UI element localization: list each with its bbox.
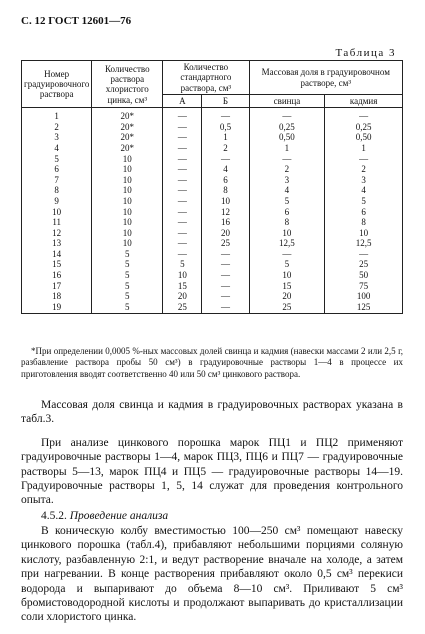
table-row [22, 239, 403, 250]
column-header-mass-fraction: Массовая доля в градуировочном растворе, см³ [249, 61, 402, 95]
cell-number: 15 [22, 260, 92, 271]
column-header-std-a: А [163, 95, 202, 108]
cell-volume: 10 [92, 186, 163, 197]
cell-cadmium: 50 [325, 270, 403, 281]
section-title: Проведение анализа [69, 509, 169, 522]
cell-volume: 10 [92, 207, 163, 218]
cell-std-b: — [202, 302, 249, 313]
cell-std-b: — [202, 249, 249, 260]
cell-lead: 1 [249, 143, 325, 154]
cell-number: 4 [22, 143, 92, 154]
cell-std-b: — [202, 291, 249, 302]
cell-std-b: — [202, 154, 249, 165]
cell-cadmium: 75 [325, 281, 403, 292]
cell-lead: 10 [249, 270, 325, 281]
cell-cadmium: 12,5 [325, 239, 403, 250]
table-row [22, 291, 403, 302]
cell-std-a: — [163, 217, 202, 228]
table-row [22, 228, 403, 239]
cell-number: 9 [22, 196, 92, 207]
column-header-cadmium: кадмия [325, 95, 403, 108]
cell-lead: 6 [249, 207, 325, 218]
cell-number: 8 [22, 186, 92, 197]
cell-lead: 12,5 [249, 239, 325, 250]
table-row [22, 196, 403, 207]
cell-volume: 10 [92, 217, 163, 228]
cell-std-b: — [202, 260, 249, 271]
cell-std-b: — [202, 281, 249, 292]
cell-std-a: — [163, 186, 202, 197]
cell-number: 10 [22, 207, 92, 218]
cell-std-a: — [163, 249, 202, 260]
cell-std-b: 20 [202, 228, 249, 239]
table-row [22, 270, 403, 281]
cell-volume: 10 [92, 164, 163, 175]
cell-cadmium: 4 [325, 186, 403, 197]
cell-number: 3 [22, 133, 92, 144]
table-row [22, 249, 403, 260]
table-row [22, 122, 403, 133]
cell-std-a: — [163, 108, 202, 122]
cell-std-b: 25 [202, 239, 249, 250]
cell-volume: 5 [92, 302, 163, 313]
table-row [22, 164, 403, 175]
cell-std-a: — [163, 154, 202, 165]
cell-std-a: — [163, 239, 202, 250]
cell-cadmium: 3 [325, 175, 403, 186]
page-header: С. 12 ГОСТ 12601—76 [21, 15, 132, 27]
cell-lead: — [249, 154, 325, 165]
cell-number: 11 [22, 217, 92, 228]
cell-number: 19 [22, 302, 92, 313]
cell-volume: 10 [92, 239, 163, 250]
table-row [22, 302, 403, 313]
cell-cadmium: 125 [325, 302, 403, 313]
section-number: 4.5.2. [41, 509, 70, 522]
calibration-table [21, 60, 403, 314]
table-row [22, 175, 403, 186]
cell-lead: 5 [249, 260, 325, 271]
table-row [22, 260, 403, 271]
cell-volume: 10 [92, 196, 163, 207]
cell-std-b: 10 [202, 196, 249, 207]
cell-number: 14 [22, 249, 92, 260]
cell-volume: 10 [92, 228, 163, 239]
cell-number: 6 [22, 164, 92, 175]
cell-cadmium: 1 [325, 143, 403, 154]
cell-cadmium: — [325, 249, 403, 260]
cell-volume: 20* [92, 122, 163, 133]
cell-lead: 0,25 [249, 122, 325, 133]
cell-lead: 3 [249, 175, 325, 186]
cell-std-b: 12 [202, 207, 249, 218]
cell-volume: 5 [92, 270, 163, 281]
cell-lead: 25 [249, 302, 325, 313]
cell-lead: 8 [249, 217, 325, 228]
table-row [22, 108, 403, 122]
table-row [22, 133, 403, 144]
table-footnote: *При определении 0,0005 %-ных массовых долей свинца и кадмия (навески массами 2 или 2,5 г, разбавление раствора пробы 50 см³) в градуировочные растворы 1—4 в процессе их приготовления вводят соответственно 40 или 50 см³ цинкового раствора. [21, 346, 403, 379]
section-heading [21, 509, 403, 523]
cell-lead: 10 [249, 228, 325, 239]
cell-std-a: — [163, 207, 202, 218]
table-row [22, 154, 403, 165]
paragraph-calibration-usage: При анализе цинкового порошка марок ПЦ1 и ПЦ2 применяют градуировочные растворы 1—4, марок ПЦ3, ПЦ6 и ПЦ7 — градуировочные растворы 5—13, марок ПЦ4 и ПЦ5 — градуировочные растворы 14—19. Градуировочные растворы 1, 5, 14 служат для проведения контрольного опыта. [21, 436, 403, 507]
cell-std-b: — [202, 270, 249, 281]
cell-lead: 0,50 [249, 133, 325, 144]
column-header-std-b: Б [202, 95, 249, 108]
cell-std-b: 6 [202, 175, 249, 186]
cell-cadmium: 100 [325, 291, 403, 302]
cell-volume: 10 [92, 175, 163, 186]
cell-cadmium: 6 [325, 207, 403, 218]
cell-volume: 5 [92, 249, 163, 260]
cell-std-a: 5 [163, 260, 202, 271]
cell-cadmium: 2 [325, 164, 403, 175]
table-row [22, 217, 403, 228]
table-row [22, 207, 403, 218]
cell-volume: 20* [92, 143, 163, 154]
cell-std-a: — [163, 143, 202, 154]
cell-lead: 2 [249, 164, 325, 175]
cell-number: 13 [22, 239, 92, 250]
cell-lead: — [249, 249, 325, 260]
cell-std-b: 8 [202, 186, 249, 197]
cell-volume: 5 [92, 291, 163, 302]
cell-std-b: 16 [202, 217, 249, 228]
cell-std-a: 15 [163, 281, 202, 292]
table-row [22, 143, 403, 154]
cell-number: 12 [22, 228, 92, 239]
cell-number: 18 [22, 291, 92, 302]
body-text [21, 398, 403, 626]
cell-number: 1 [22, 108, 92, 122]
cell-cadmium: 8 [325, 217, 403, 228]
table-body [22, 108, 403, 313]
cell-std-a: — [163, 133, 202, 144]
cell-number: 17 [22, 281, 92, 292]
cell-std-a: 25 [163, 302, 202, 313]
cell-std-a: 20 [163, 291, 202, 302]
cell-std-a: — [163, 228, 202, 239]
cell-cadmium: 10 [325, 228, 403, 239]
cell-cadmium: 5 [325, 196, 403, 207]
paragraph-analysis-procedure: В коническую колбу вместимостью 100—250 см³ помещают навеску цинкового порошка (табл.4), прибавляют небольшими порциями соляную кислоту, разбавленную 2:1, и ведут растворение вначале на холоде, а затем при нагревании. В конце растворения прибавляют около 0,5 см³ перекиси водорода и выпаривают до объема 8—10 см³. Приливают 5 см³ бромистоводородной кислоты и продолжают выпаривать до кристаллизации соли хлористого цинка. [21, 525, 403, 624]
cell-std-b: 4 [202, 164, 249, 175]
table-caption: Таблица 3 [335, 47, 396, 59]
cell-number: 5 [22, 154, 92, 165]
cell-std-b: 1 [202, 133, 249, 144]
cell-std-a: 10 [163, 270, 202, 281]
cell-cadmium: — [325, 154, 403, 165]
cell-lead: 15 [249, 281, 325, 292]
column-header-number: Номер градуировочного раствора [22, 61, 92, 108]
column-header-standard-solution: Количество стандартного раствора, см³ [163, 61, 249, 95]
paragraph-table-reference: Массовая доля свинца и кадмия в градуировочных растворах указана в табл.3. [21, 399, 403, 426]
cell-volume: 20* [92, 108, 163, 122]
cell-volume: 20* [92, 133, 163, 144]
cell-std-b: 2 [202, 143, 249, 154]
cell-std-a: — [163, 122, 202, 133]
cell-volume: 5 [92, 281, 163, 292]
column-header-volume: Количество раствора хлористого цинка, см³ [92, 61, 163, 108]
cell-std-b: — [202, 108, 249, 122]
cell-cadmium: — [325, 108, 403, 122]
cell-volume: 10 [92, 154, 163, 165]
cell-std-a: — [163, 164, 202, 175]
column-header-lead: свинца [249, 95, 325, 108]
cell-std-b: 0,5 [202, 122, 249, 133]
table-row [22, 281, 403, 292]
cell-number: 16 [22, 270, 92, 281]
cell-cadmium: 0,50 [325, 133, 403, 144]
cell-number: 7 [22, 175, 92, 186]
cell-lead: — [249, 108, 325, 122]
cell-cadmium: 25 [325, 260, 403, 271]
cell-volume: 5 [92, 260, 163, 271]
cell-lead: 4 [249, 186, 325, 197]
cell-std-a: — [163, 175, 202, 186]
cell-number: 2 [22, 122, 92, 133]
cell-lead: 5 [249, 196, 325, 207]
cell-cadmium: 0,25 [325, 122, 403, 133]
table-row [22, 186, 403, 197]
cell-lead: 20 [249, 291, 325, 302]
cell-std-a: — [163, 196, 202, 207]
